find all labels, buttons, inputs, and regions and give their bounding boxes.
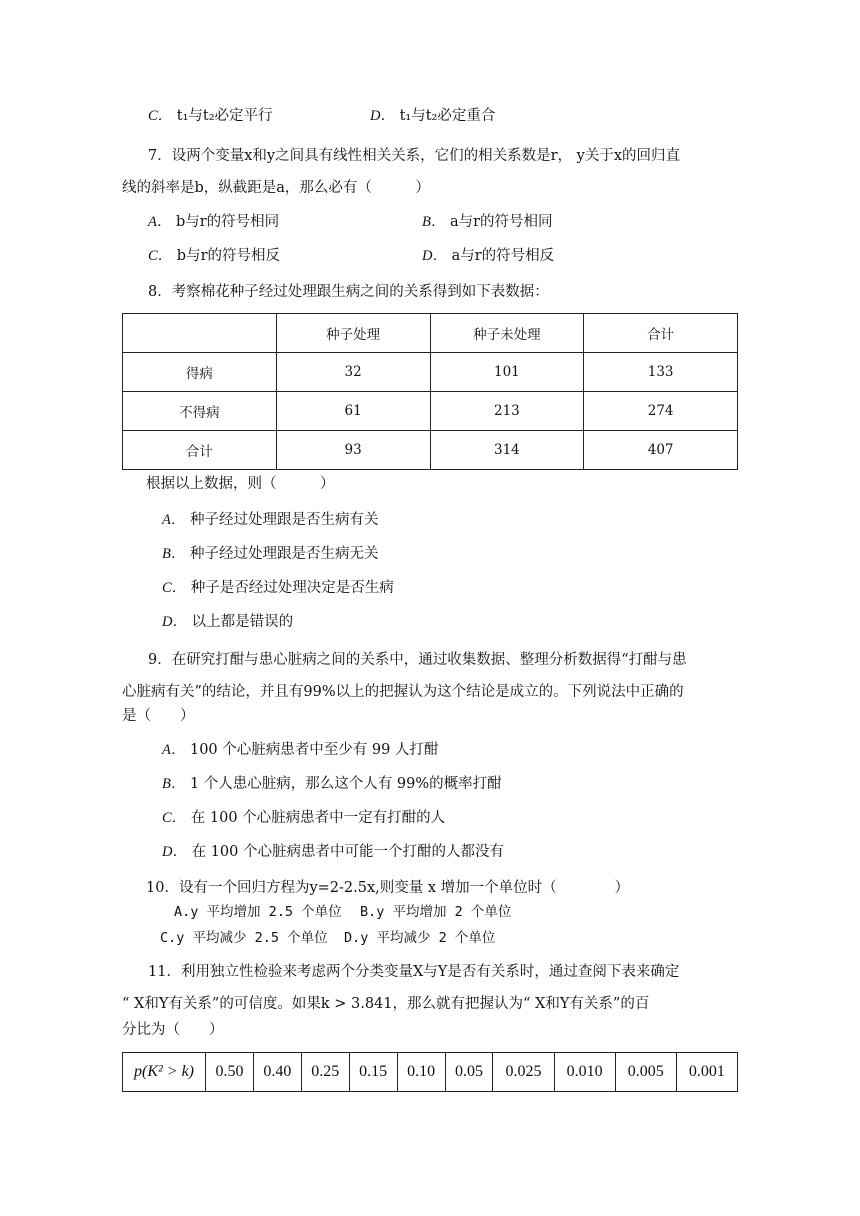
table-cell: 0.001 — [676, 1053, 737, 1092]
q10-option-d: D.y 平均减少 2 个单位 — [344, 930, 496, 946]
q7-stem-line1: 7．设两个变量x和y之间具有线性相关关系，它们的相关系数是r， y关于x的回归直 — [148, 148, 681, 164]
q9-option-c-label: C． — [162, 810, 187, 826]
q7-option-a-label: A． — [148, 214, 172, 230]
q7-option-d — [422, 246, 554, 266]
q9-option-d — [162, 842, 504, 862]
table-header-cell: 合计 — [584, 314, 738, 353]
q8-option-a — [162, 510, 378, 530]
q6-option-d-label: D． — [370, 108, 395, 124]
q9-option-d-text: 在 100 个心脏病患者中可能一个打酣的人都没有 — [191, 844, 504, 860]
q9-stem-line2: 心脏病有关”的结论，并且有99%以上的把握认为这个结论是成立的。下列说法中正确的 — [122, 684, 684, 700]
table-cell: 32 — [276, 353, 430, 392]
q10-option-b: B.y 平均增加 2 个单位 — [360, 904, 512, 920]
q8-option-c-label: C． — [162, 580, 187, 596]
q9-option-a-label: A． — [162, 742, 186, 758]
q7-option-d-label: D． — [422, 248, 447, 264]
q11-stem-line2: “ X和Y有关系”的可信度。如果k > 3.841，那么就有把握认为“ X和Y有关系”的百 — [122, 996, 650, 1012]
q6-option-d-text: t₁与t₂必定重合 — [399, 108, 496, 124]
q7-option-c — [148, 246, 280, 266]
q9-option-b-text: 1 个人患心脏病，那么这个人有 99%的概率打酣 — [189, 776, 502, 792]
table-header-row — [123, 314, 738, 353]
q8-option-b — [162, 544, 378, 564]
q9-option-c — [162, 808, 445, 828]
q8-option-c-text: 种子是否经过处理决定是否生病 — [190, 580, 394, 596]
table-cell: 61 — [276, 392, 430, 431]
table-cell: 0.15 — [349, 1053, 397, 1092]
table-cell: 0.010 — [554, 1053, 615, 1092]
q8-option-c — [162, 578, 394, 598]
q8-stem: 8．考察棉花种子经过处理跟生病之间的关系得到如下表数据： — [148, 284, 549, 300]
q6-option-c — [148, 106, 273, 126]
q11-stem-line1: 11．利用独立性检验来考虑两个分类变量X与Y是否有关系时，通过查阅下表来确定 — [148, 964, 680, 980]
q8-option-d-text: 以上都是错误的 — [191, 614, 294, 630]
q8-option-d-label: D． — [162, 614, 187, 630]
q7-option-b-label: B． — [422, 214, 446, 230]
table-cell: 314 — [430, 431, 584, 470]
q10-option-a: A.y 平均增加 2.5 个单位 — [174, 904, 342, 920]
q7-option-c-label: C． — [148, 248, 173, 264]
table-row — [123, 353, 738, 392]
table-header-cell: 种子处理 — [276, 314, 430, 353]
table-row — [123, 1053, 738, 1092]
q8-option-a-text: 种子经过处理跟是否生病有关 — [189, 512, 379, 528]
table-cell: 0.10 — [397, 1053, 445, 1092]
table-header-cell: 种子未处理 — [430, 314, 584, 353]
table-header-cell: p(K² > k) — [123, 1053, 206, 1092]
q8-option-b-text: 种子经过处理跟是否生病无关 — [189, 546, 379, 562]
q7-stem-line2: 线的斜率是b，纵截距是a，那么必有（ ） — [122, 180, 430, 196]
q9-stem-line3: 是（ ） — [122, 708, 195, 724]
table-cell: 0.005 — [615, 1053, 676, 1092]
table-cell: 101 — [430, 353, 584, 392]
q11-stem-line3: 分比为（ ） — [122, 1022, 224, 1038]
q9-option-d-label: D． — [162, 844, 187, 860]
q11-probability-table — [122, 1052, 738, 1092]
table-cell: 274 — [584, 392, 738, 431]
q10-stem: 10．设有一个回归方程为y=2-2.5x,则变量 x 增加一个单位时（ ） — [146, 880, 630, 896]
table-cell: 0.50 — [206, 1053, 254, 1092]
q6-option-c-text: t₁与t₂必定平行 — [176, 108, 273, 124]
q6-option-d — [370, 106, 495, 126]
table-cell: 0.40 — [253, 1053, 301, 1092]
q8-option-d — [162, 612, 293, 632]
q7-option-b-text: a与r的符号相同 — [449, 214, 553, 230]
q8-data-table — [122, 313, 738, 470]
table-cell: 93 — [276, 431, 430, 470]
table-cell: 不得病 — [123, 392, 277, 431]
q7-option-b — [422, 212, 553, 232]
q9-option-b-label: B． — [162, 776, 186, 792]
q9-option-c-text: 在 100 个心脏病患者中一定有打酣的人 — [190, 810, 446, 826]
table-cell: 合计 — [123, 431, 277, 470]
q9-option-a-text: 100 个心脏病患者中至少有 99 人打酣 — [189, 742, 439, 758]
table-cell: 0.25 — [301, 1053, 349, 1092]
q6-option-c-label: C． — [148, 108, 173, 124]
table-row — [123, 392, 738, 431]
q10-option-c: C.y 平均减少 2.5 个单位 — [160, 930, 328, 946]
table-cell: 0.025 — [493, 1053, 554, 1092]
table-cell: 得病 — [123, 353, 277, 392]
q9-option-b — [162, 774, 502, 794]
q9-stem-line1: 9．在研究打酣与患心脏病之间的关系中，通过收集数据、整理分析数据得“打酣与患 — [148, 652, 687, 668]
table-cell: 133 — [584, 353, 738, 392]
q9-option-a — [162, 740, 438, 760]
q7-option-a-text: b与r的符号相同 — [175, 214, 280, 230]
table-cell: 213 — [430, 392, 584, 431]
table-cell: 0.05 — [445, 1053, 493, 1092]
q7-option-c-text: b与r的符号相反 — [176, 248, 280, 264]
table-header-cell — [123, 314, 277, 353]
q8-option-a-label: A． — [162, 512, 186, 528]
q7-option-a — [148, 212, 279, 232]
q8-after-table: 根据以上数据，则（ ） — [146, 476, 335, 492]
q7-option-d-text: a与r的符号相反 — [451, 248, 555, 264]
table-cell: 407 — [584, 431, 738, 470]
table-row — [123, 431, 738, 470]
q8-option-b-label: B． — [162, 546, 186, 562]
